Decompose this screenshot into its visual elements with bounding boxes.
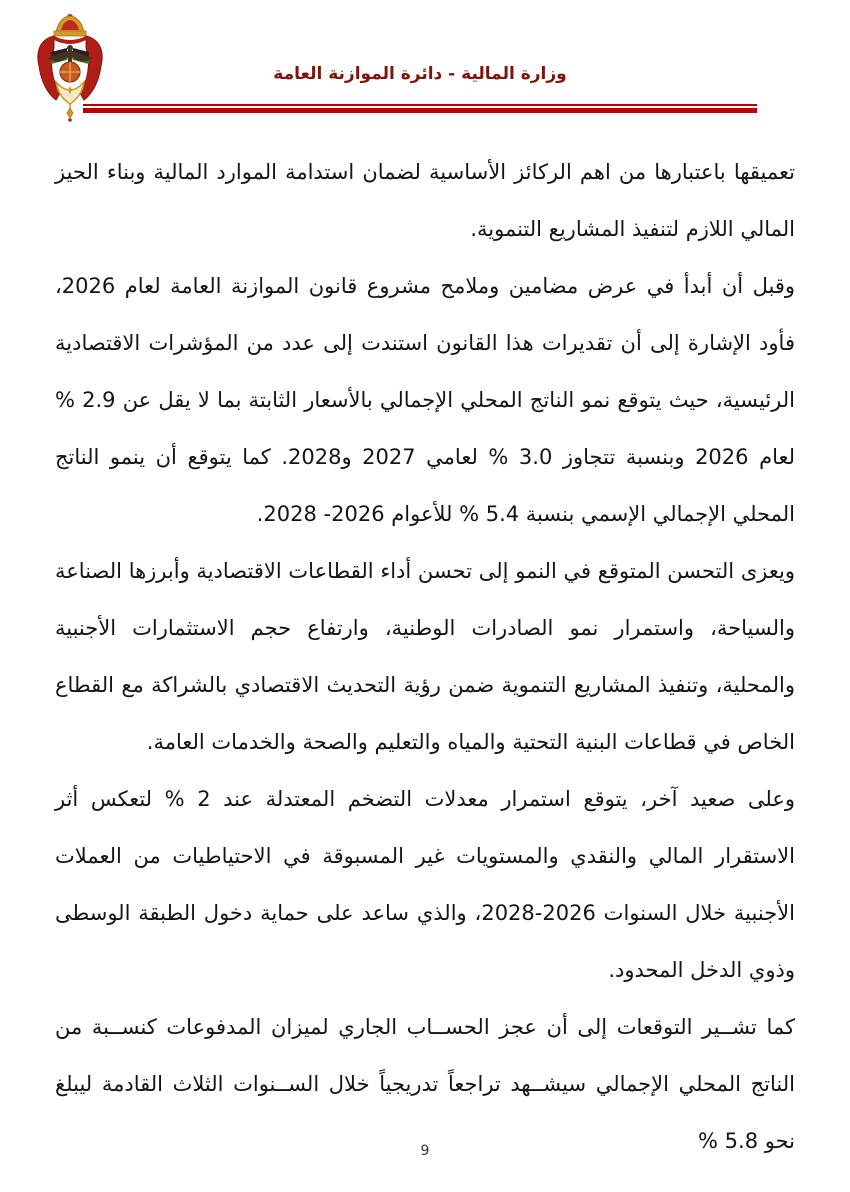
paragraph: وقبل أن أبدأ في عرض مضامين وملامح مشروع قانون الموازنة العامة لعام 2026، فأود الإشارة إلى أن تقديرات هذا القانون استندت إلى عدد من المؤشرات الاقتصادية الرئيسية، حيث يتوقع نمو الناتج المحلي الإجمالي بالأسعار الثابتة بما لا يقل عن 2.9 % لعام 2026 وبنسبة تتجاوز 3.0 % لعامي 2027 و2028. كما يتوقع أن ينمو الناتج المحلي الإجمالي الإسمي بنسبة 5.4 % للأعوام 2026- 2028. bbox=[55, 274, 795, 526]
page-title: وزارة المالية - دائرة الموازنة العامة bbox=[273, 64, 567, 84]
paragraph: وعلى صعيد آخر، يتوقع استمرار معدلات التضخم المعتدلة عند 2 % لتعكس أثر الاستقرار المالي والنقدي والمستويات غير المسبوقة في الاحتياطيات من العملات الأجنبية خلال السنوات 2026-2028، والذي ساعد على حماية دخول الطبقة الوسطى وذوي الدخل المحدود. bbox=[55, 787, 796, 982]
document-body bbox=[55, 144, 795, 1170]
page-number: 9 bbox=[420, 1143, 430, 1159]
paragraph: ويعزى التحسن المتوقع في النمو إلى تحسن أداء القطاعات الاقتصادية وأبرزها الصناعة والسياحة، واستمرار نمو الصادرات الوطنية، وارتفاع حجم الاستثمارات الأجنبية والمحلية، وتنفيذ المشاريع التنموية ضمن رؤية التحديث الاقتصادي بالشراكة مع القطاع الخاص في قطاعات البنية التحتية والمياه والتعليم والصحة والخدمات العامة. bbox=[55, 559, 795, 754]
header-divider bbox=[83, 104, 757, 113]
paragraph: كما تشــير التوقعات إلى أن عجز الحســاب الجاري لميزان المدفوعات كنســبة من الناتج المحلي الإجمالي سيشــهد تراجعاً تدريجياً خلال الســنوات الثلاث القادمة ليبلغ نحو 5.8 % bbox=[55, 1015, 795, 1153]
paragraph: تعميقها باعتبارها من اهم الركائز الأساسية لضمان استدامة الموارد المالية وبناء الحيز المالي اللازم لتنفيذ المشاريع التنموية. bbox=[55, 160, 795, 241]
header-divider-thick-line bbox=[83, 108, 757, 113]
